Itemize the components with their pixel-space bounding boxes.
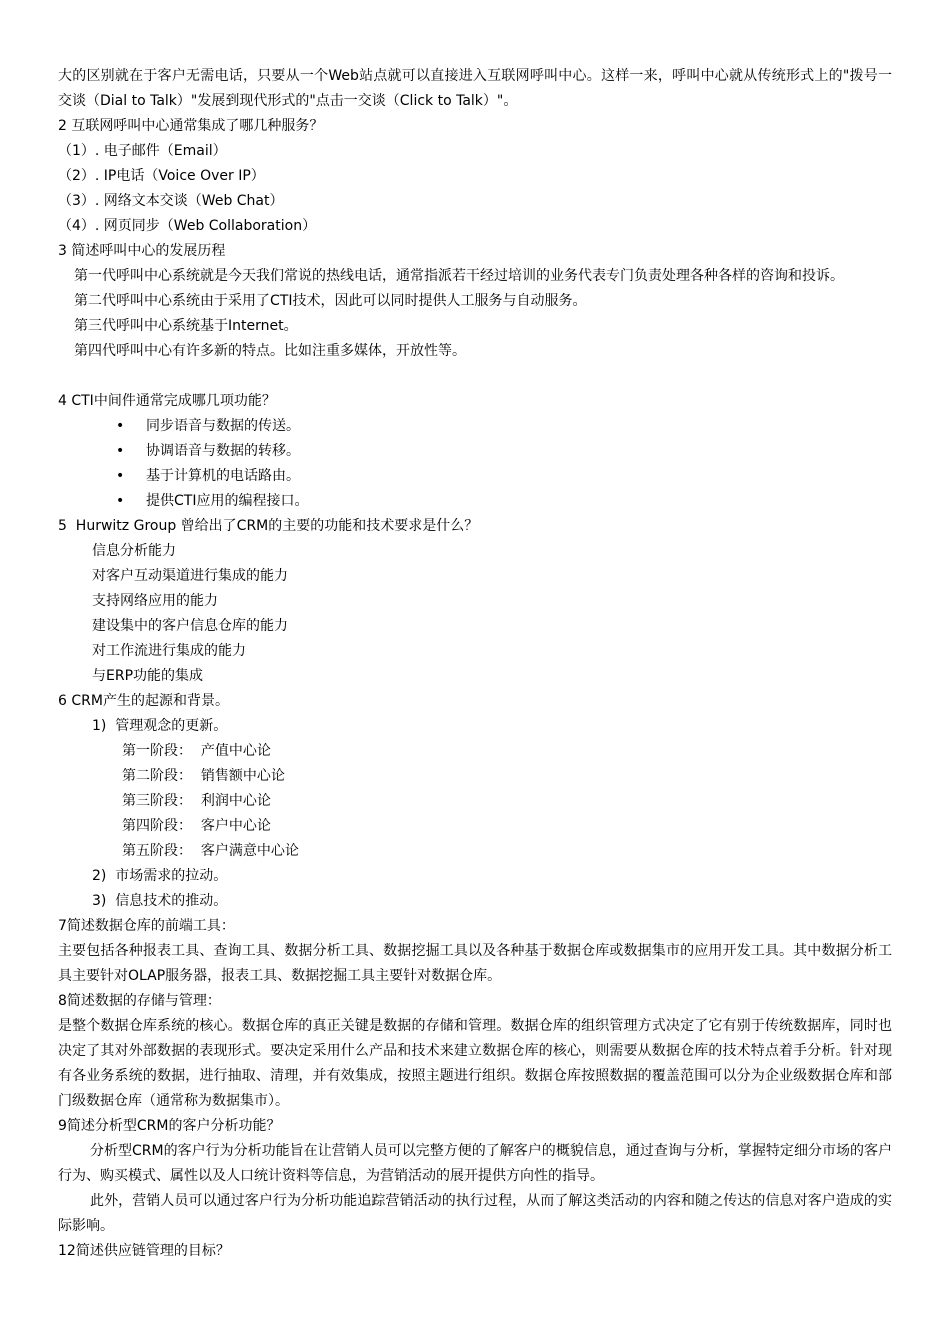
q3-heading: 3 简述呼叫中心的发展历程: [58, 243, 226, 259]
q5-item: 支持网络应用的能力: [92, 593, 218, 609]
q6-item: 1) 管理观念的更新。: [92, 718, 228, 734]
bullet-icon: •: [116, 443, 125, 459]
q3-paragraph: 第四代呼叫中心有许多新的特点。比如注重多媒体，开放性等。: [74, 343, 466, 359]
q2-item: （4）. 网页同步（Web Collaboration）: [58, 218, 317, 234]
q3-paragraph: 第一代呼叫中心系统就是今天我们常说的热线电话，通常指派若干经过培训的业务代表专门负责处理各种各样的咨询和投诉。: [74, 268, 844, 284]
q12-heading: 12简述供应链管理的目标？: [58, 1243, 230, 1259]
q3-paragraph: 第二代呼叫中心系统由于采用了CTI技术，因此可以同时提供人工服务与自动服务。: [74, 293, 587, 309]
q4-list-item: [58, 489, 892, 514]
q6-heading: 6 CRM产生的起源和背景。: [58, 693, 229, 709]
intro-paragraph: 大的区别就在于客户无需电话，只要从一个Web站点就可以直接进入互联网呼叫中心。这样一来，呼叫中心就从传统形式上的"拨号一交谈（Dial to Talk）"发展到现代形式的"点击一交谈（Click to Talk）"。: [58, 68, 892, 109]
blank-line: [58, 364, 892, 389]
q9-paragraph: 分析型CRM的客户行为分析功能旨在让营销人员可以完整方便的了解客户的概貌信息，通过查询与分析，掌握特定细分市场的客户行为、购买模式、属性以及人口统计资料等信息，为营销活动的展开提供方向性的指导。: [58, 1143, 892, 1184]
q2-item: （3）. 网络文本交谈（Web Chat）: [58, 193, 284, 209]
q3-paragraph: 第三代呼叫中心系统基于Internet。: [74, 318, 298, 334]
q6-stage: 第三阶段： 利润中心论: [122, 793, 271, 809]
q2-heading: 2 互联网呼叫中心通常集成了哪几种服务？: [58, 118, 324, 134]
q4-item-text: 提供CTI应用的编程接口。: [146, 493, 309, 509]
q6-stage: 第四阶段： 客户中心论: [122, 818, 271, 834]
bullet-icon: •: [116, 418, 125, 434]
q4-item-text: 基于计算机的电话路由。: [146, 468, 300, 484]
q8-heading: 8简述数据的存储与管理：: [58, 993, 221, 1009]
q2-item: （1）. 电子邮件（Email）: [58, 143, 227, 159]
q5-item: 对工作流进行集成的能力: [92, 643, 246, 659]
q9-paragraph: 此外，营销人员可以通过客户行为分析功能追踪营销活动的执行过程，从而了解这类活动的内容和随之传达的信息对客户造成的实际影响。: [58, 1193, 892, 1234]
q7-paragraph: 主要包括各种报表工具、查询工具、数据分析工具、数据挖掘工具以及各种基于数据仓库或数据集市的应用开发工具。其中数据分析工具主要针对OLAP服务器，报表工具、数据挖掘工具主要针对数据仓库。: [58, 943, 892, 984]
bullet-icon: •: [116, 468, 125, 484]
q4-heading: 4 CTI中间件通常完成哪几项功能？: [58, 393, 276, 409]
q5-item: 建设集中的客户信息仓库的能力: [92, 618, 288, 634]
q5-item: 对客户互动渠道进行集成的能力: [92, 568, 288, 584]
q5-heading: 5 Hurwitz Group 曾给出了CRM的主要的功能和技术要求是什么？: [58, 518, 479, 534]
q4-list-item: [58, 414, 892, 439]
q6-stage: 第一阶段： 产值中心论: [122, 743, 271, 759]
q5-item: 与ERP功能的集成: [92, 668, 204, 684]
q7-heading: 7简述数据仓库的前端工具：: [58, 918, 235, 934]
q8-paragraph: 是整个数据仓库系统的核心。数据仓库的真正关键是数据的存储和管理。数据仓库的组织管理方式决定了它有别于传统数据库，同时也决定了其对外部数据的表现形式。要决定采用什么产品和技术来建立数据仓库的核心，则需要从数据仓库的技术特点着手分析。针对现有各业务系统的数据，进行抽取、清理，并有效集成，按照主题进行组织。数据仓库按照数据的覆盖范围可以分为企业级数据仓库和部门级数据仓库（通常称为数据集市）。: [58, 1018, 892, 1109]
q9-heading: 9简述分析型CRM的客户分析功能？: [58, 1118, 281, 1134]
q2-item: （2）. IP电话（Voice Over IP）: [58, 168, 265, 184]
bullet-icon: •: [116, 493, 125, 509]
q6-stage: 第二阶段： 销售额中心论: [122, 768, 285, 784]
q4-item-text: 同步语音与数据的传送。: [146, 418, 300, 434]
q4-list-item: [58, 464, 892, 489]
q6-item: 3) 信息技术的推动。: [92, 893, 228, 909]
q6-item: 2) 市场需求的拉动。: [92, 868, 228, 884]
q6-stage: 第五阶段： 客户满意中心论: [122, 843, 299, 859]
q4-item-text: 协调语音与数据的转移。: [146, 443, 300, 459]
q5-item: 信息分析能力: [92, 543, 176, 559]
q4-list-item: [58, 439, 892, 464]
